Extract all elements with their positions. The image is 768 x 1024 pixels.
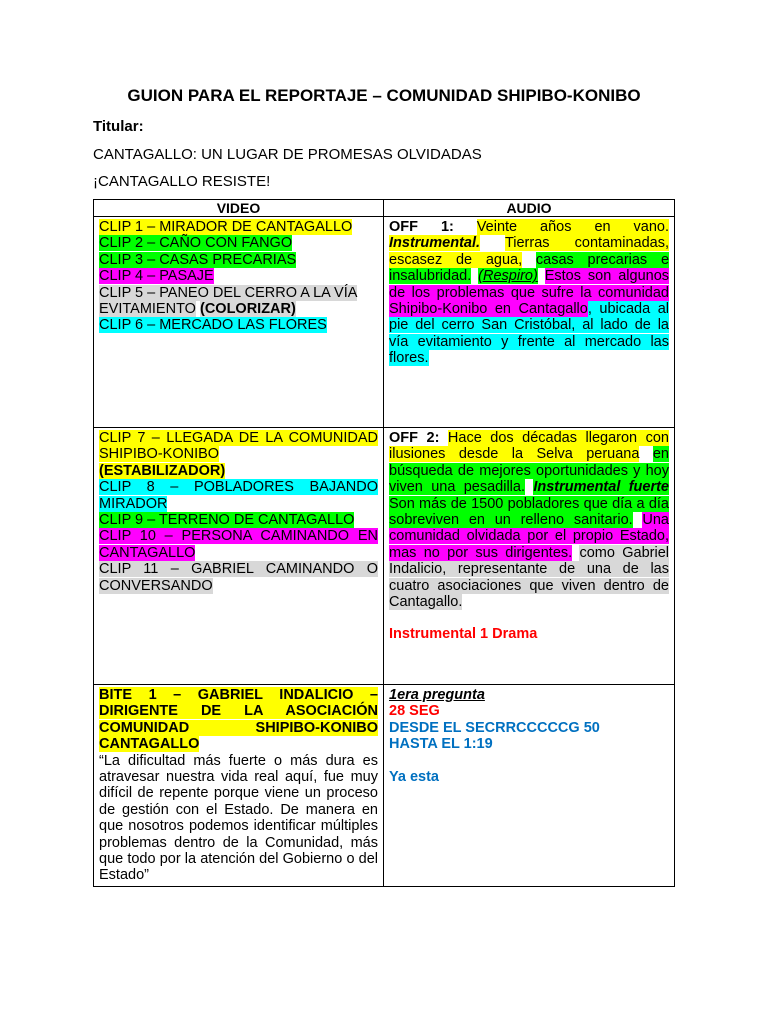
off-label: OFF 2:	[389, 430, 440, 446]
audio-text: Tierras contaminadas, escasez de agua,	[389, 235, 669, 268]
clip-item: CLIP 7 – LLEGADA DE LA COMUNIDAD SHIPIBO-KONIBO	[99, 430, 378, 463]
clip-item: CLIP 6 – MERCADO LAS FLORES	[99, 317, 327, 334]
timecode-to: HASTA EL 1:19	[389, 736, 493, 753]
table-row	[94, 217, 675, 428]
instrumental-cue: Instrumental.	[389, 235, 481, 252]
titular-label: Titular:	[93, 118, 144, 135]
audio-cell	[384, 217, 675, 428]
video-cell	[94, 217, 384, 428]
audio-cell	[384, 685, 675, 887]
clip-item: CLIP 11 – GABRIEL CAMINANDO O CONVERSANDO	[99, 561, 378, 594]
music-cue: Instrumental 1 Drama	[389, 626, 538, 643]
audio-text: en búsqueda de mejores oportunidades y hoy viven una pesadilla.	[389, 446, 669, 496]
document-title: GUION PARA EL REPORTAJE – COMUNIDAD SHIPIBO-KONIBO	[127, 86, 641, 105]
audio-text: Estos son algunos de los problemas que sufre la comunidad Shipibo-Konibo en Cantagallo	[389, 268, 670, 318]
headline-1: CANTAGALLO: UN LUGAR DE PROMESAS OLVIDADAS	[93, 146, 482, 163]
clip-item: CLIP 1 – MIRADOR DE CANTAGALLO	[99, 219, 353, 235]
timecode-from: DESDE EL SECRRCCCCCG 50	[389, 719, 600, 736]
status-note: Ya esta	[389, 768, 439, 785]
bite-label: BITE 1 – GABRIEL INDALICIO – DIRIGENTE DE LA ASOCIACIÓN COMUNIDAD SHIPIBO-KONIBO CANTAGALLO	[99, 687, 378, 753]
audio-text: Una comunidad olvidada por el propio Estado, mas no por sus dirigentes.	[389, 512, 669, 561]
audio-text: casas precarias e insalubridad.	[389, 251, 670, 285]
question-label: 1era pregunta	[389, 687, 485, 703]
table-row	[94, 685, 675, 887]
instrumental-cue: Instrumental fuerte	[533, 479, 669, 496]
clip-note: (COLORIZAR)	[199, 301, 296, 318]
clip-item: CLIP 9 – TERRENO DE CANTAGALLO	[99, 512, 355, 529]
table-row	[94, 428, 675, 685]
pause-cue: (Respiro)	[478, 268, 538, 285]
audio-cell	[384, 428, 675, 685]
video-cell	[94, 685, 384, 887]
clip-item: CLIP 2 – CAÑO CON FANGO	[99, 235, 293, 252]
clip-item: CLIP 5 – PANEO DEL CERRO A LA VÍA EVITAMIENTO	[99, 284, 358, 318]
audio-text: Son más de 1500 pobladores que día a día sobreviven en un relleno sanitario.	[389, 495, 669, 529]
audio-text: , ubicada al pie del cerro San Cristóbal, al lado de la vía evitamiento y frente al mercado las flores.	[389, 301, 669, 367]
clip-note: (ESTABILIZADOR)	[99, 462, 226, 479]
bite-quote: “La dificultad más fuerte o más dura es atravesar nuestra vida real aquí, fue muy difícil de repente porque viene un proceso de gestión con el Estado. De manera en que nosotros podemos identificar múltiples problemas dentro de la Comunidad, más que todo por la atención del Gobierno o del Estado”	[99, 752, 378, 884]
clip-item: CLIP 10 – PERSONA CAMINANDO EN CANTAGALLO	[99, 528, 378, 561]
off-label: OFF 1:	[389, 219, 454, 235]
clip-item: CLIP 3 – CASAS PRECARIAS	[99, 251, 297, 268]
audio-column-header: AUDIO	[384, 200, 675, 217]
duration-label: 28 SEG	[389, 703, 440, 720]
audio-text: Hace dos décadas llegaron con ilusiones desde la Selva peruana	[389, 430, 669, 463]
script-table	[93, 199, 675, 887]
video-column-header: VIDEO	[94, 200, 384, 217]
audio-text: como Gabriel Indalicio, representante de una de las cuatro asociaciones que viven dentro de Cantagallo.	[389, 544, 669, 611]
headline-2: ¡CANTAGALLO RESISTE!	[93, 173, 271, 190]
clip-item: CLIP 4 – PASAJE	[99, 268, 214, 285]
clip-item: CLIP 8 – POBLADORES BAJANDO MIRADOR	[99, 479, 378, 512]
video-cell	[94, 428, 384, 685]
table-header-row	[94, 200, 675, 217]
audio-text: Veinte años en vano.	[476, 219, 669, 235]
